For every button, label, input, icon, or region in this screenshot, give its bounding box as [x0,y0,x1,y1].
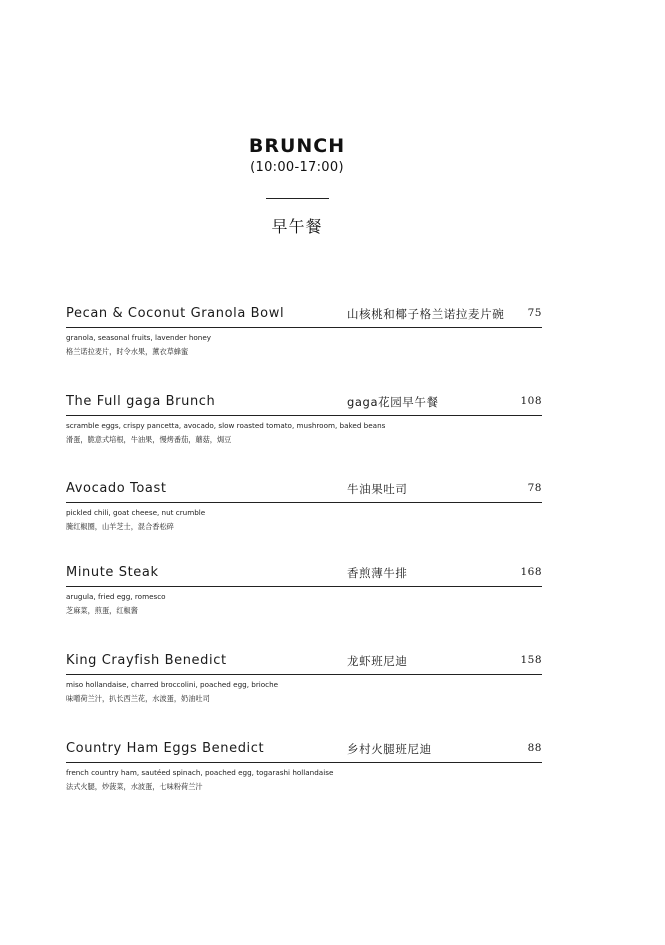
menu-item-header [66,393,542,416]
item-name-cn: 牛油果吐司 [347,482,408,496]
menu-item [66,393,542,445]
item-description-en: pickled chili, goat cheese, nut crumble [66,508,206,517]
menu-item-header [66,740,542,763]
menu-title-cn: 早午餐 [271,217,323,236]
item-name-cn: gaga花园早午餐 [347,395,439,409]
item-description-cn: 味噌荷兰汁，扒长西兰花，水波蛋，奶油吐司 [66,694,210,703]
item-name-en: Minute Steak [66,565,159,580]
menu-item [66,480,542,532]
item-price: 78 [527,482,542,494]
menu-item [66,564,542,616]
item-price: 108 [520,395,542,407]
item-name-en: King Crayfish Benedict [66,653,227,668]
item-name-en: Country Ham Eggs Benedict [66,741,265,756]
item-name-en: The Full gaga Brunch [66,394,216,409]
item-description-en: arugula, fried egg, romesco [66,592,166,601]
menu-hours: (10:00-17:00) [250,160,344,175]
header-divider [266,198,329,199]
item-name-en: Pecan & Coconut Granola Bowl [66,306,285,321]
item-name-cn: 乡村火腿班尼迪 [347,742,432,756]
menu-item [66,740,542,792]
menu-item-header [66,564,542,587]
item-description-cn: 腌红椒圈，山羊芝士，混合香松碎 [66,522,174,531]
item-name-en: Avocado Toast [66,481,167,496]
item-description-en: miso hollandaise, charred broccolini, poached egg, brioche [66,680,279,689]
item-description-cn: 滑蛋，脆意式培根，牛油果，慢烤番茄，蘑菇，焗豆 [66,435,232,444]
menu-title: BRUNCH [248,135,346,157]
menu-item-header [66,305,542,328]
item-price: 75 [527,307,542,319]
item-name-cn: 香煎薄牛排 [347,566,408,580]
item-price: 168 [520,566,542,578]
item-description-en: granola, seasonal fruits, lavender honey [66,333,212,342]
item-name-cn: 龙虾班尼迪 [347,654,408,668]
item-description-cn: 芝麻菜，煎蛋，红椒酱 [66,606,138,615]
item-description-en: french country ham, sautéed spinach, poached egg, togarashi hollandaise [66,768,334,777]
menu-item [66,305,542,357]
item-description-cn: 格兰诺拉麦片，时令水果，薰衣草蜂蜜 [66,347,189,356]
item-description-cn: 法式火腿，炒菠菜，水波蛋，七味粉荷兰汁 [66,782,203,791]
item-price: 158 [520,654,542,666]
item-price: 88 [527,742,542,754]
menu-item [66,652,542,704]
menu-item-header [66,652,542,675]
menu-item-header [66,480,542,503]
item-description-en: scramble eggs, crispy pancetta, avocado, slow roasted tomato, mushroom, baked beans [66,421,386,430]
item-name-cn: 山核桃和椰子格兰诺拉麦片碗 [347,307,505,321]
menu-header [0,134,594,237]
